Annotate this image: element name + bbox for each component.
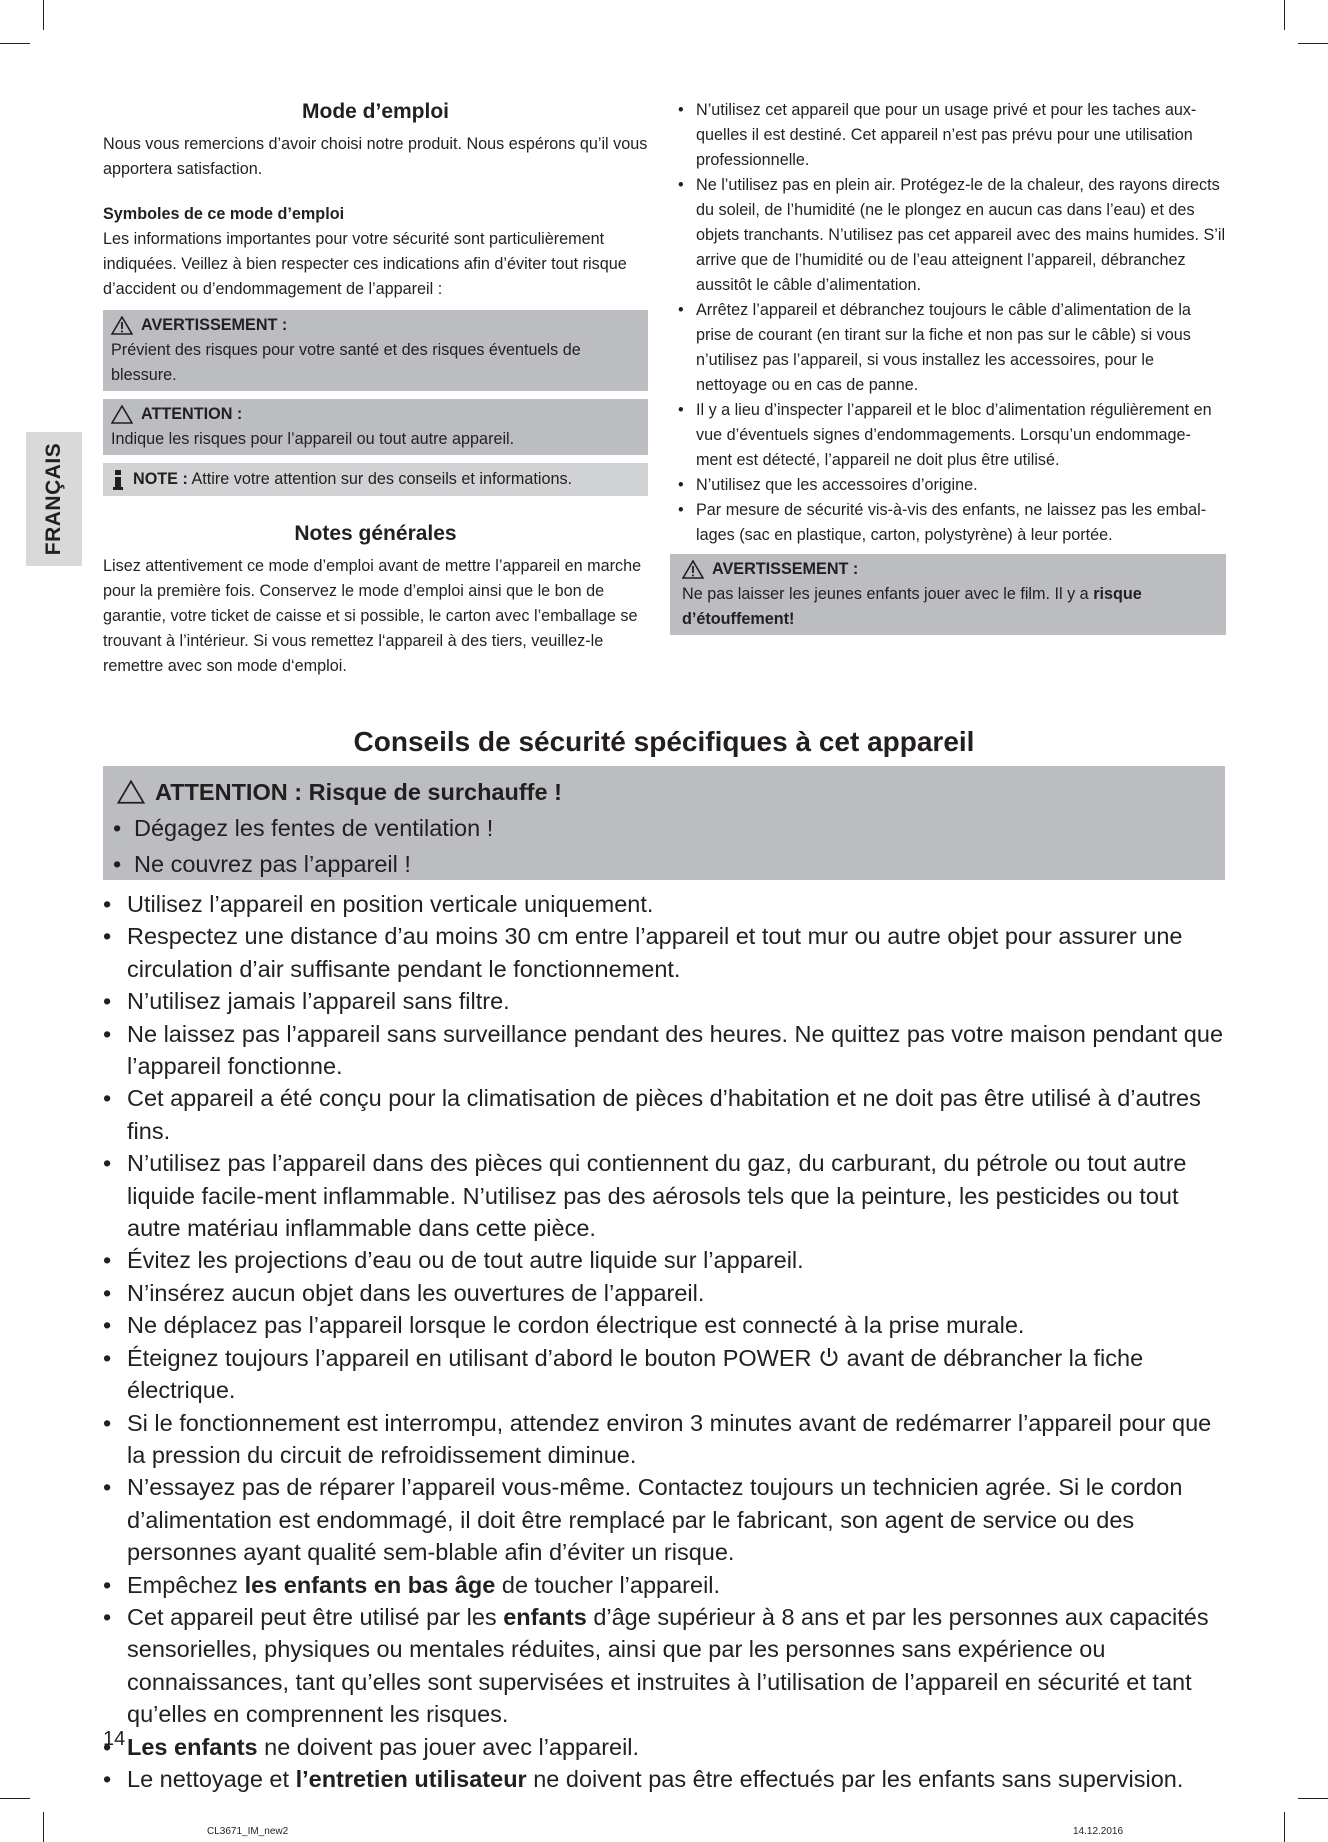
- attention-title: ATTENTION :: [141, 405, 243, 423]
- list-item: • Arrêtez l’appareil et débranchez toujours le câble d’alimentation de la prise de courant (en tirant sur la fiche et non pas sur le câble) si vous n’utilisez pas l’appareil, si vous installez les accessoires, pour le nettoyage ou en cas de panne.: [670, 298, 1226, 398]
- left-column: [103, 98, 648, 679]
- kids2-c: d’âge supérieur à 8 ans et par les personnes aux capacités sensorielles, physiques ou mentales réduites, ainsi que par les personnes sans expérience ou connaissances, tant qu’elles sont supervisées et instruites à l’utilisation de l’appareil en sécurité et tant qu’elles en comprennent les risques.: [127, 1603, 1209, 1728]
- list-item: • Respectez une distance d’au moins 30 cm entre l’appareil et tout mur ou autre objet pour assurer une circulation d’air suffisante pendant le fonctionnement.: [103, 920, 1228, 985]
- note-text: Attire votre attention sur des conseils et informations.: [191, 470, 573, 488]
- kids1-a: Empêchez: [127, 1571, 245, 1598]
- film-warning-box: [670, 554, 1226, 635]
- kids4-a: Le nettoyage et: [127, 1765, 296, 1792]
- note-label: NOTE :: [133, 470, 188, 488]
- general-title: Notes générales: [294, 522, 457, 545]
- list-item: • N’utilisez que les accessoires d’origine.: [670, 473, 1226, 498]
- warning-text: Prévient des risques pour votre santé et des risques éventuels de blessure.: [111, 341, 581, 384]
- film-warning-text-b: risque d’étouffement!: [682, 585, 1142, 628]
- language-label: FRANÇAIS: [42, 442, 65, 556]
- kids2-a: Cet appareil peut être utilisé par les: [127, 1603, 504, 1630]
- overheat-list: [103, 810, 1225, 882]
- warning-title-row: [111, 313, 640, 338]
- attention-title-row: [111, 402, 640, 427]
- symbols-title: Symboles de ce mode d’emploi: [103, 205, 345, 223]
- list-item: • Utilisez l’appareil en position verticale uniquement.: [103, 888, 1228, 920]
- warning-triangle-icon: [111, 316, 133, 335]
- list-item: • Ne couvrez pas l’appareil !: [103, 846, 1225, 882]
- list-item: • Ne l’utilisez pas en plein air. Protégez-le de la chaleur, des rayons directs du soleil, de l’humidité (ne le plongez en aucun cas dans l’eau) et des objets tranchants. N’utilisez pas cet appareil avec des mains humides. S’il arrive que de l’humidité ou de l’eau atteignent l’appareil, débranchez aussitôt le câble d’alimentation.: [670, 173, 1226, 298]
- crop-mark: [1284, 1812, 1285, 1842]
- note-box: [103, 463, 648, 496]
- list-item: • N’essayez pas de réparer l’appareil vous-même. Contactez toujours un technicien agrée. Si le cordon d’alimentation est endommagé, il doit être remplacé par le fabricant, son agent de service ou des personnes ayant qualité sem-blable afin d’éviter un risque.: [103, 1471, 1228, 1568]
- list-item: • Dégagez les fentes de ventilation !: [103, 810, 1225, 846]
- overheat-box: [103, 766, 1225, 880]
- kids2-b: enfants: [503, 1603, 587, 1630]
- film-warning-text: [682, 582, 1218, 632]
- overheat-title: ATTENTION : Risque de surchauffe !: [155, 779, 562, 805]
- attention-text: Indique les risques pour l’appareil ou tout autre appareil.: [111, 430, 515, 448]
- general-text: Lisez attentivement ce mode d’emploi avant de mettre l’appareil en marche pour la première fois. Conservez le mode d’emploi ainsi que le bon de garantie, votre ticket de caisse et si possible, le carton avec l’emballage se trouvant à l’intérieur. Si vous remettez l‘appareil à des tiers, veuillez-le remettre avec son mode d‘emploi.: [103, 557, 642, 675]
- warning-box: [103, 310, 648, 391]
- kids3-b: ne doivent pas jouer avec l’appareil.: [257, 1733, 640, 1760]
- attention-triangle-icon: [117, 780, 145, 804]
- film-warning-title-row: [682, 557, 1218, 582]
- crop-mark: [43, 1812, 44, 1842]
- kids4-b: l’entretien utilisateur: [295, 1765, 527, 1792]
- safety-list: [103, 888, 1228, 1795]
- list-item: • Évitez les projections d’eau ou de tout autre liquide sur l’appareil.: [103, 1244, 1228, 1276]
- kids3-a: Les enfants: [127, 1733, 258, 1760]
- attention-box: [103, 399, 648, 455]
- language-tab: [26, 432, 82, 566]
- list-item: • Ne laissez pas l’appareil sans surveillance pendant des heures. Ne quittez pas votre maison pendant que l’appareil fonctionne.: [103, 1018, 1228, 1083]
- list-item: • Par mesure de sécurité vis-à-vis des enfants, ne laissez pas les embal-lages (sac en plastique, carton, polystyrène) à leur portée.: [670, 498, 1226, 548]
- right-column: [670, 98, 1226, 635]
- list-item: • N’utilisez jamais l’appareil sans filtre.: [103, 985, 1228, 1017]
- power-text-a: Éteignez toujours l’appareil en utilisant d’abord le bouton POWER: [127, 1344, 812, 1371]
- list-item-kids-4: [103, 1763, 1228, 1795]
- warning-triangle-icon: [682, 560, 704, 579]
- crop-mark: [1298, 43, 1328, 44]
- intro-text: Nous vous remercions d’avoir choisi notre produit. Nous espérons qu’il vous apportera satisfaction.: [103, 135, 648, 178]
- kids4-c: ne doivent pas être effectués par les enfants sans supervision.: [526, 1765, 1184, 1792]
- mode-title: Mode d’emploi: [302, 100, 449, 123]
- info-icon: [111, 470, 125, 490]
- note-row: [111, 467, 640, 492]
- crop-mark: [1284, 0, 1285, 30]
- list-item-power: [103, 1342, 1228, 1407]
- list-item: • N’utilisez cet appareil que pour un usage privé et pour les taches aux-quelles il est destiné. Cet appareil n’est pas prévu pour une utilisation professionnelle.: [670, 98, 1226, 173]
- list-item: • N’utilisez pas l’appareil dans des pièces qui contiennent du gaz, du carburant, du pétrole ou tout autre liquide facile-ment inflammable. N’utilisez pas des aérosols tels que la peinture, les pesticides ou tout autre matériau inflammable dans cette pièce.: [103, 1147, 1228, 1244]
- crop-mark: [0, 1798, 30, 1799]
- right-bullet-list: [670, 98, 1226, 548]
- list-item-kids-2: [103, 1601, 1228, 1731]
- list-item: • Si le fonctionnement est interrompu, attendez environ 3 minutes avant de redémarrer l’appareil pour que la pression du circuit de refroidissement diminue.: [103, 1407, 1228, 1472]
- page-number: 14: [103, 1728, 126, 1750]
- crop-mark: [1298, 1798, 1328, 1799]
- warning-title: AVERTISSEMENT :: [141, 316, 288, 334]
- attention-triangle-icon: [111, 405, 133, 424]
- power-icon: [818, 1346, 840, 1368]
- symbols-text: Les informations importantes pour votre sécurité sont particulièrement indiquées. Veillez à bien respecter ces indications afin d’éviter tout risque d’accident ou d’endommagement de l’appareil :: [103, 230, 627, 298]
- kids1-c: de toucher l’appareil.: [495, 1571, 721, 1598]
- film-warning-text-a: Ne pas laisser les jeunes enfants jouer avec le film. Il y a: [682, 585, 1094, 603]
- list-item-kids-1: [103, 1569, 1228, 1601]
- crop-mark: [0, 43, 30, 44]
- list-item: • Il y a lieu d’inspecter l’appareil et le bloc d’alimentation régulièrement en vue d’éventuels signes d’endommagements. Lorsqu’un endommage-ment est détecté, l’appareil ne doit plus être utilisé.: [670, 398, 1226, 473]
- safety-title: Conseils de sécurité spécifiques à cet appareil: [353, 726, 975, 757]
- list-item: • N’insérez aucun objet dans les ouvertures de l’appareil.: [103, 1277, 1228, 1309]
- list-item-kids-3: [103, 1731, 1228, 1763]
- crop-mark: [43, 0, 44, 30]
- overheat-title-row: [103, 766, 1225, 810]
- film-warning-title: AVERTISSEMENT :: [712, 560, 859, 578]
- kids1-b: les enfants en bas âge: [244, 1571, 496, 1598]
- list-item: • Cet appareil a été conçu pour la climatisation de pièces d’habitation et ne doit pas être utilisé à d’autres fins.: [103, 1082, 1228, 1147]
- footer-date: 14.12.2016: [1073, 1826, 1124, 1837]
- footer-file-name: CL3671_IM_new2: [207, 1826, 289, 1837]
- list-item: • Ne déplacez pas l’appareil lorsque le cordon électrique est connecté à la prise murale.: [103, 1309, 1228, 1341]
- power-text-b: avant de débrancher la fiche électrique.: [127, 1344, 1144, 1404]
